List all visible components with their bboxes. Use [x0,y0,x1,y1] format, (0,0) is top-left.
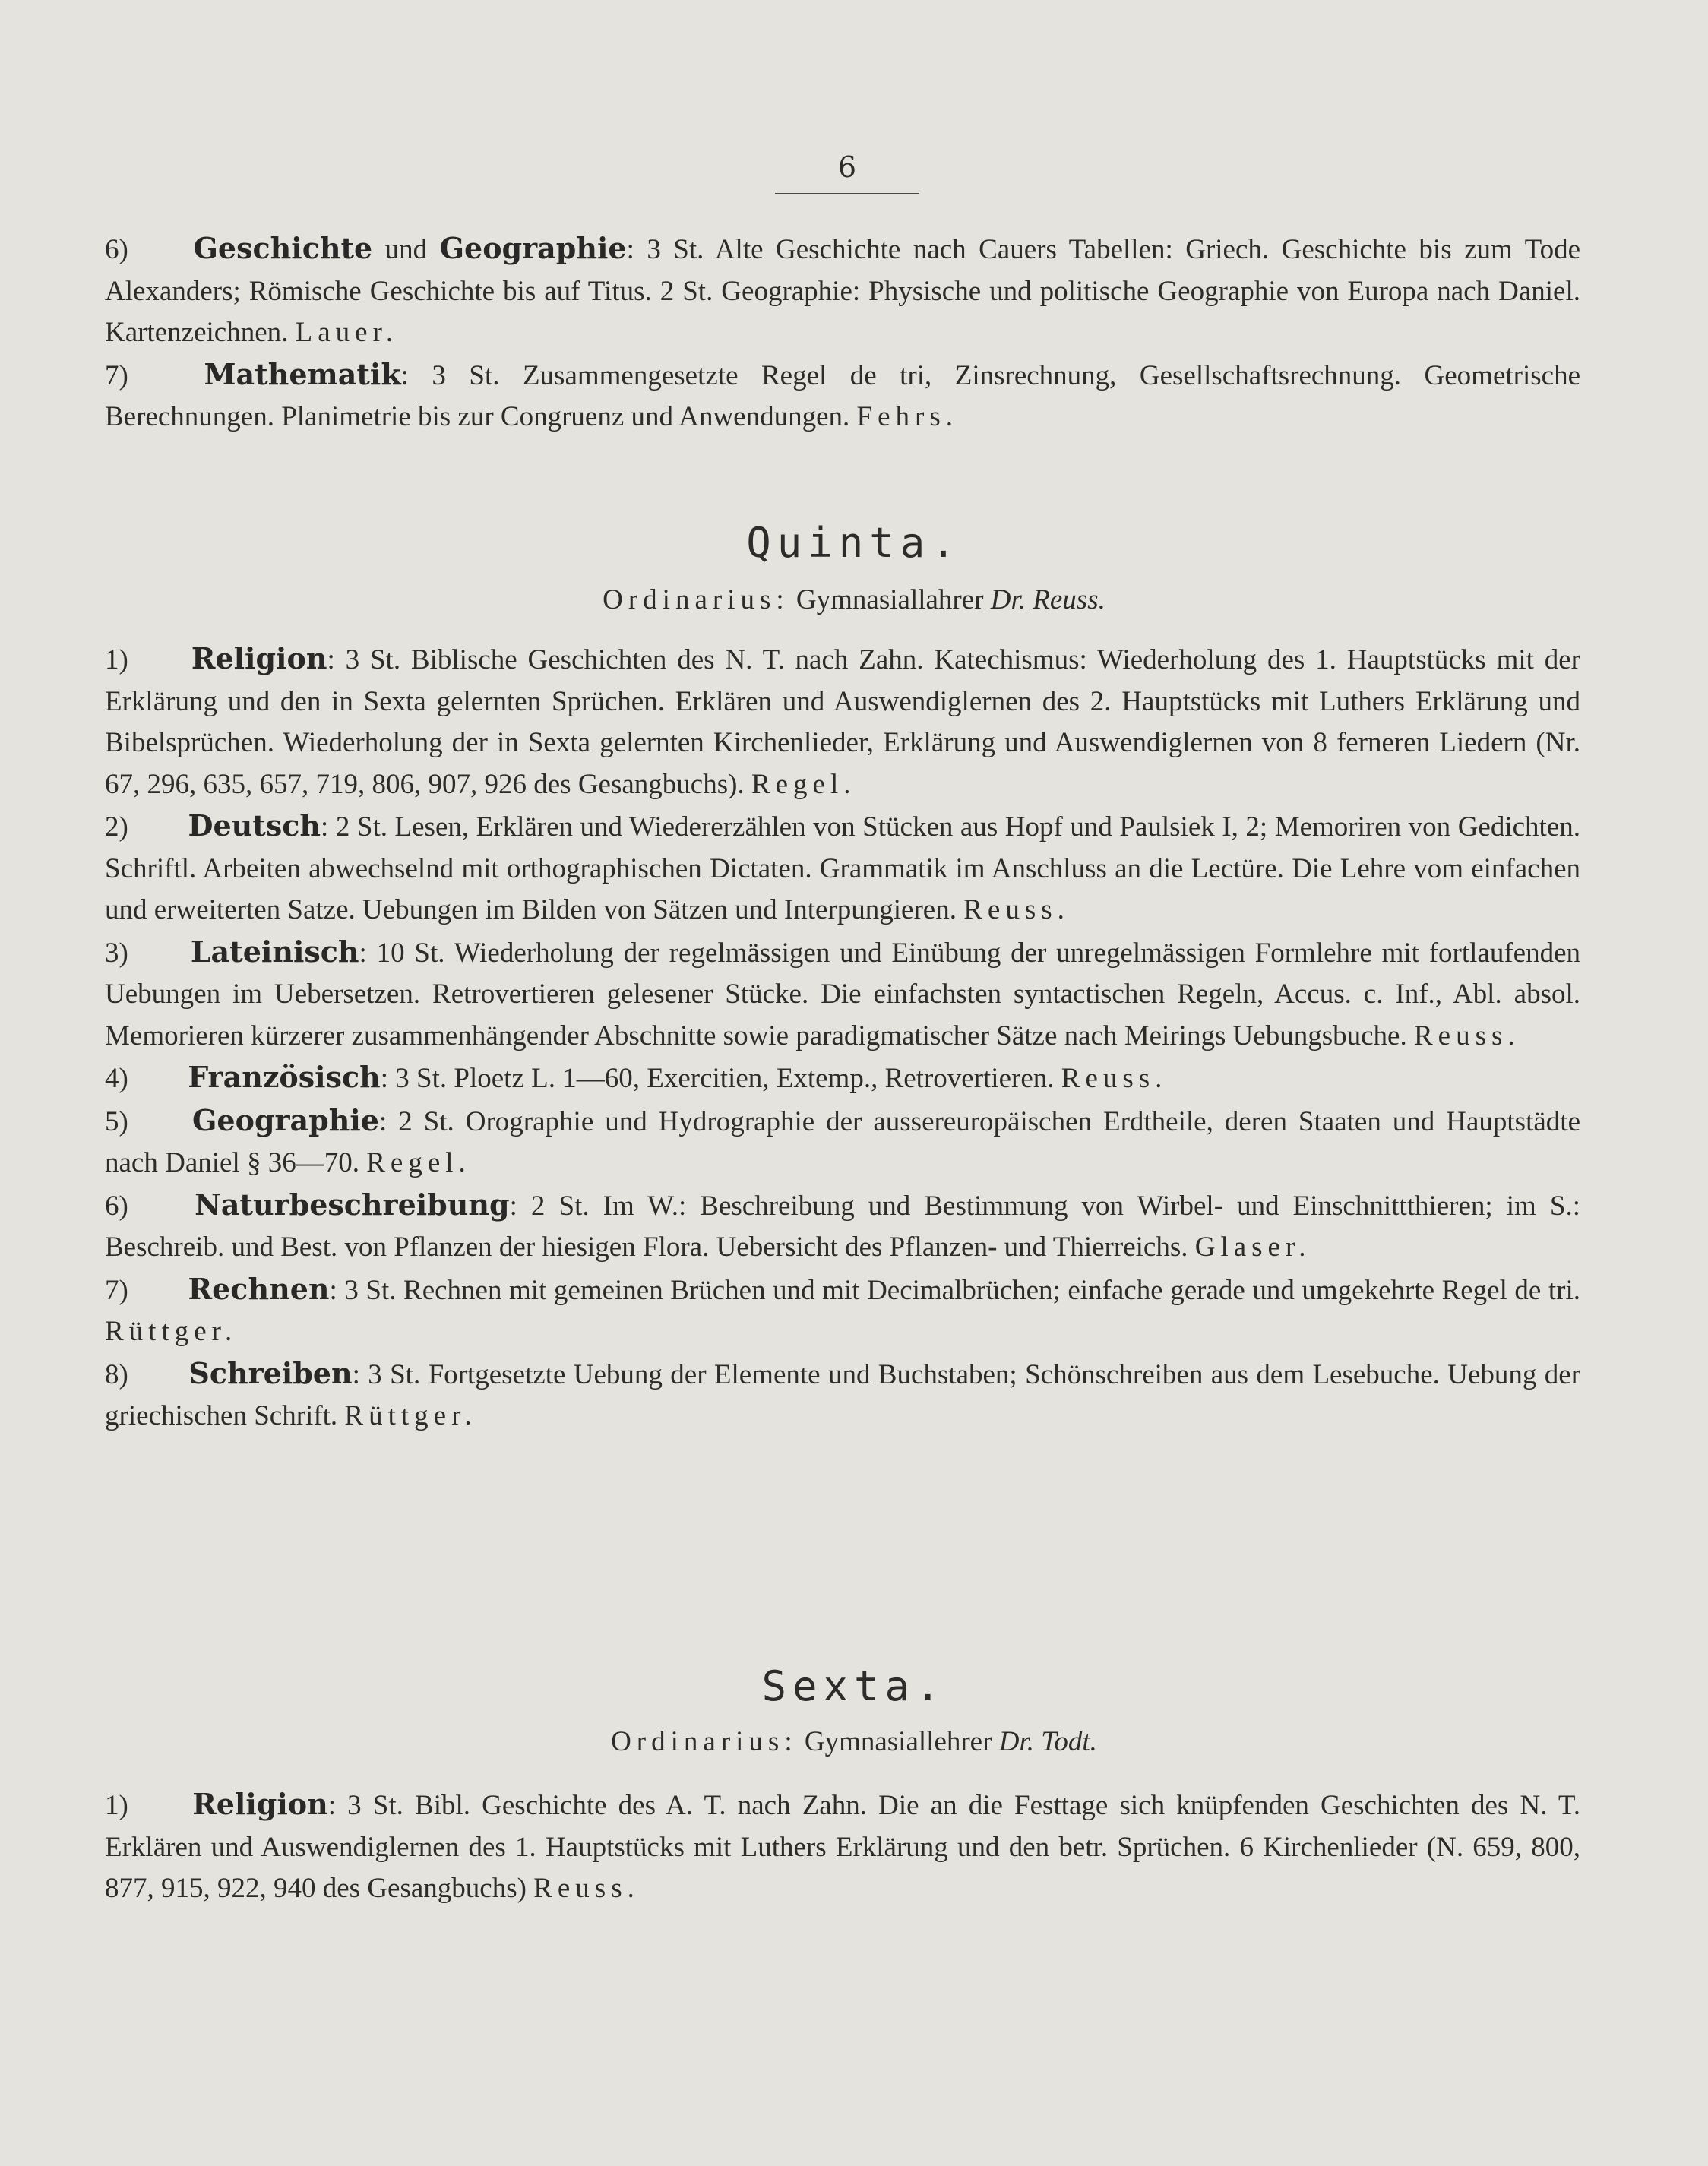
sexta-curriculum [105,1784,1580,1910]
teacher-name: Glaser. [1194,1232,1311,1263]
paragraph-rechnen: 7) Rechnen: 3 St. Rechnen mit gemeinen Brüchen und mit Decimalbrüchen; einfache gerade und umgekehrte Regel de tri. Rüttger. [105,1271,1581,1347]
ordinarius-sexta: Ordinarius: Gymnasiallehrer Dr. Todt. [611,1726,1097,1757]
paragraph-geographie: 5) Geographie: 2 St. Orographie und Hydrographie der aussereuropäischen Erdtheile, deren Staaten und Hauptstädte nach Daniel § 36—70. Regel. [105,1102,1580,1178]
quinta-curriculum [105,638,1580,1437]
teacher-name: Reuss. [963,894,1070,925]
subject-geschichte: Geschichte [193,231,373,265]
section-heading-quinta: Quinta. [746,519,962,567]
teacher-name: Reuss. [1061,1063,1168,1094]
section-heading-sexta: Sexta. [761,1662,947,1710]
paragraph-schreiben: 8) Schreiben: 3 St. Fortgesetzte Uebung der Elemente und Buchstaben; Schönschreiben aus dem Lesebuche. Uebung der griechischen Schrift. Rüttger. [105,1355,1581,1431]
paragraph-geschichte: 6) Geschichte und Geographie: 3 St. Alte Geschichte nach Cauers Tabellen: Griech. Geschichte bis zum Tode Alexanders; Römische Geschichte bis auf Titus. 2 St. Geographie: Physische und politische Geographie von Europa nach Daniel. Kartenzeichnen. Lauer. [105,231,1581,348]
page-number: 6 [775,149,919,194]
teacher-name: Rüttger. [105,1316,238,1347]
subject-geographie: Geographie [439,231,627,265]
teacher-name: Regel. [366,1147,471,1178]
ordinarius-quinta: Ordinarius: Gymnasiallahrer Dr. Reuss. [603,584,1105,615]
paragraph-franzoesisch: 4) Französisch: 3 St. Ploetz L. 1—60, Exercitien, Extemp., Retrovertieren. Reuss. [105,1060,1168,1094]
teacher-name: Reuss. [1413,1020,1520,1051]
subject-mathematik: Mathematik [204,356,401,391]
teacher-name: Regel. [751,768,856,800]
teacher-name: Fehrs. [856,401,958,432]
teacher-name: Reuss. [533,1873,640,1904]
paragraph-religion: 1) Religion: 3 St. Biblische Geschichten des N. T. nach Zahn. Katechismus: Wiederholung des 1. Hauptstücks mit der Erklärung und den in Sexta gelernten Sprüchen. Erklären und Auswendiglernen des 2. Hauptstücks mit Luthers Erklärung und Bibelsprüchen. Wiederholung der in Sexta gelernten Kirchenlieder, Erklärung und Auswendiglernen von 8 ferneren Liedern (Nr. 67, 296, 635, 657, 719, 806, 907, 926 des Gesangbuchs). Regel. [105,641,1581,800]
teacher-name: Rüttger. [344,1400,477,1431]
paragraph-naturbeschreibung: 6) Naturbeschreibung: 2 St. Im W.: Beschreibung und Bestimmung von Wirbel- und Einschnittthieren; im S.: Beschreib. und Best. von Pflanzen der hiesigen Flora. Uebersicht des Pflanzen- und Thierreichs. Glaser. [105,1187,1580,1263]
intro-section [105,228,1580,438]
paragraph-religion-sexta: 1) Religion: 3 St. Bibl. Geschichte des A. T. nach Zahn. Die an die Festtage sich knüpfenden Geschichten des N. T. Erklären und Auswendiglernen des 1. Hauptstücks mit Luthers Erklärung und den betr. Sprüchen. 6 Kirchenlieder (N. 659, 800, 877, 915, 922, 940 des Gesangbuchs) Reuss. [105,1787,1581,1904]
paragraph-lateinisch: 3) Lateinisch: 10 St. Wiederholung der regelmässigen und Einübung der unregelmässigen Formlehre mit fortlaufenden Uebungen im Uebersetzen. Retrovertieren gelesener Stücke. Die einfachsten syntactischen Regeln, Accus. c. Inf., Abl. absol. Memorieren kürzerer zusammenhängender Abschnitte sowie paradigmatischer Sätze nach Meirings Uebungsbuche. Reuss. [105,934,1580,1051]
teacher-name: Lauer. [295,317,399,348]
paragraph-deutsch: 2) Deutsch: 2 St. Lesen, Erklären und Wiedererzählen von Stücken aus Hopf und Paulsiek I, 2; Memoriren von Gedichten. Schriftl. Arbeiten abwechselnd mit orthographischen Dictaten. Grammatik im Anschluss an die Lectüre. Die Lehre vom einfachen und erweiterten Satze. Uebungen im Bilden von Sätzen und Interpungieren. Reuss. [105,808,1581,925]
paragraph-mathematik: 7) Mathematik: 3 St. Zusammengesetzte Regel de tri, Zinsrechnung, Gesellschaftsrechnung. Geometrische Berechnungen. Planimetrie bis zur Congruenz und Anwendungen. Fehrs. [105,356,1580,432]
